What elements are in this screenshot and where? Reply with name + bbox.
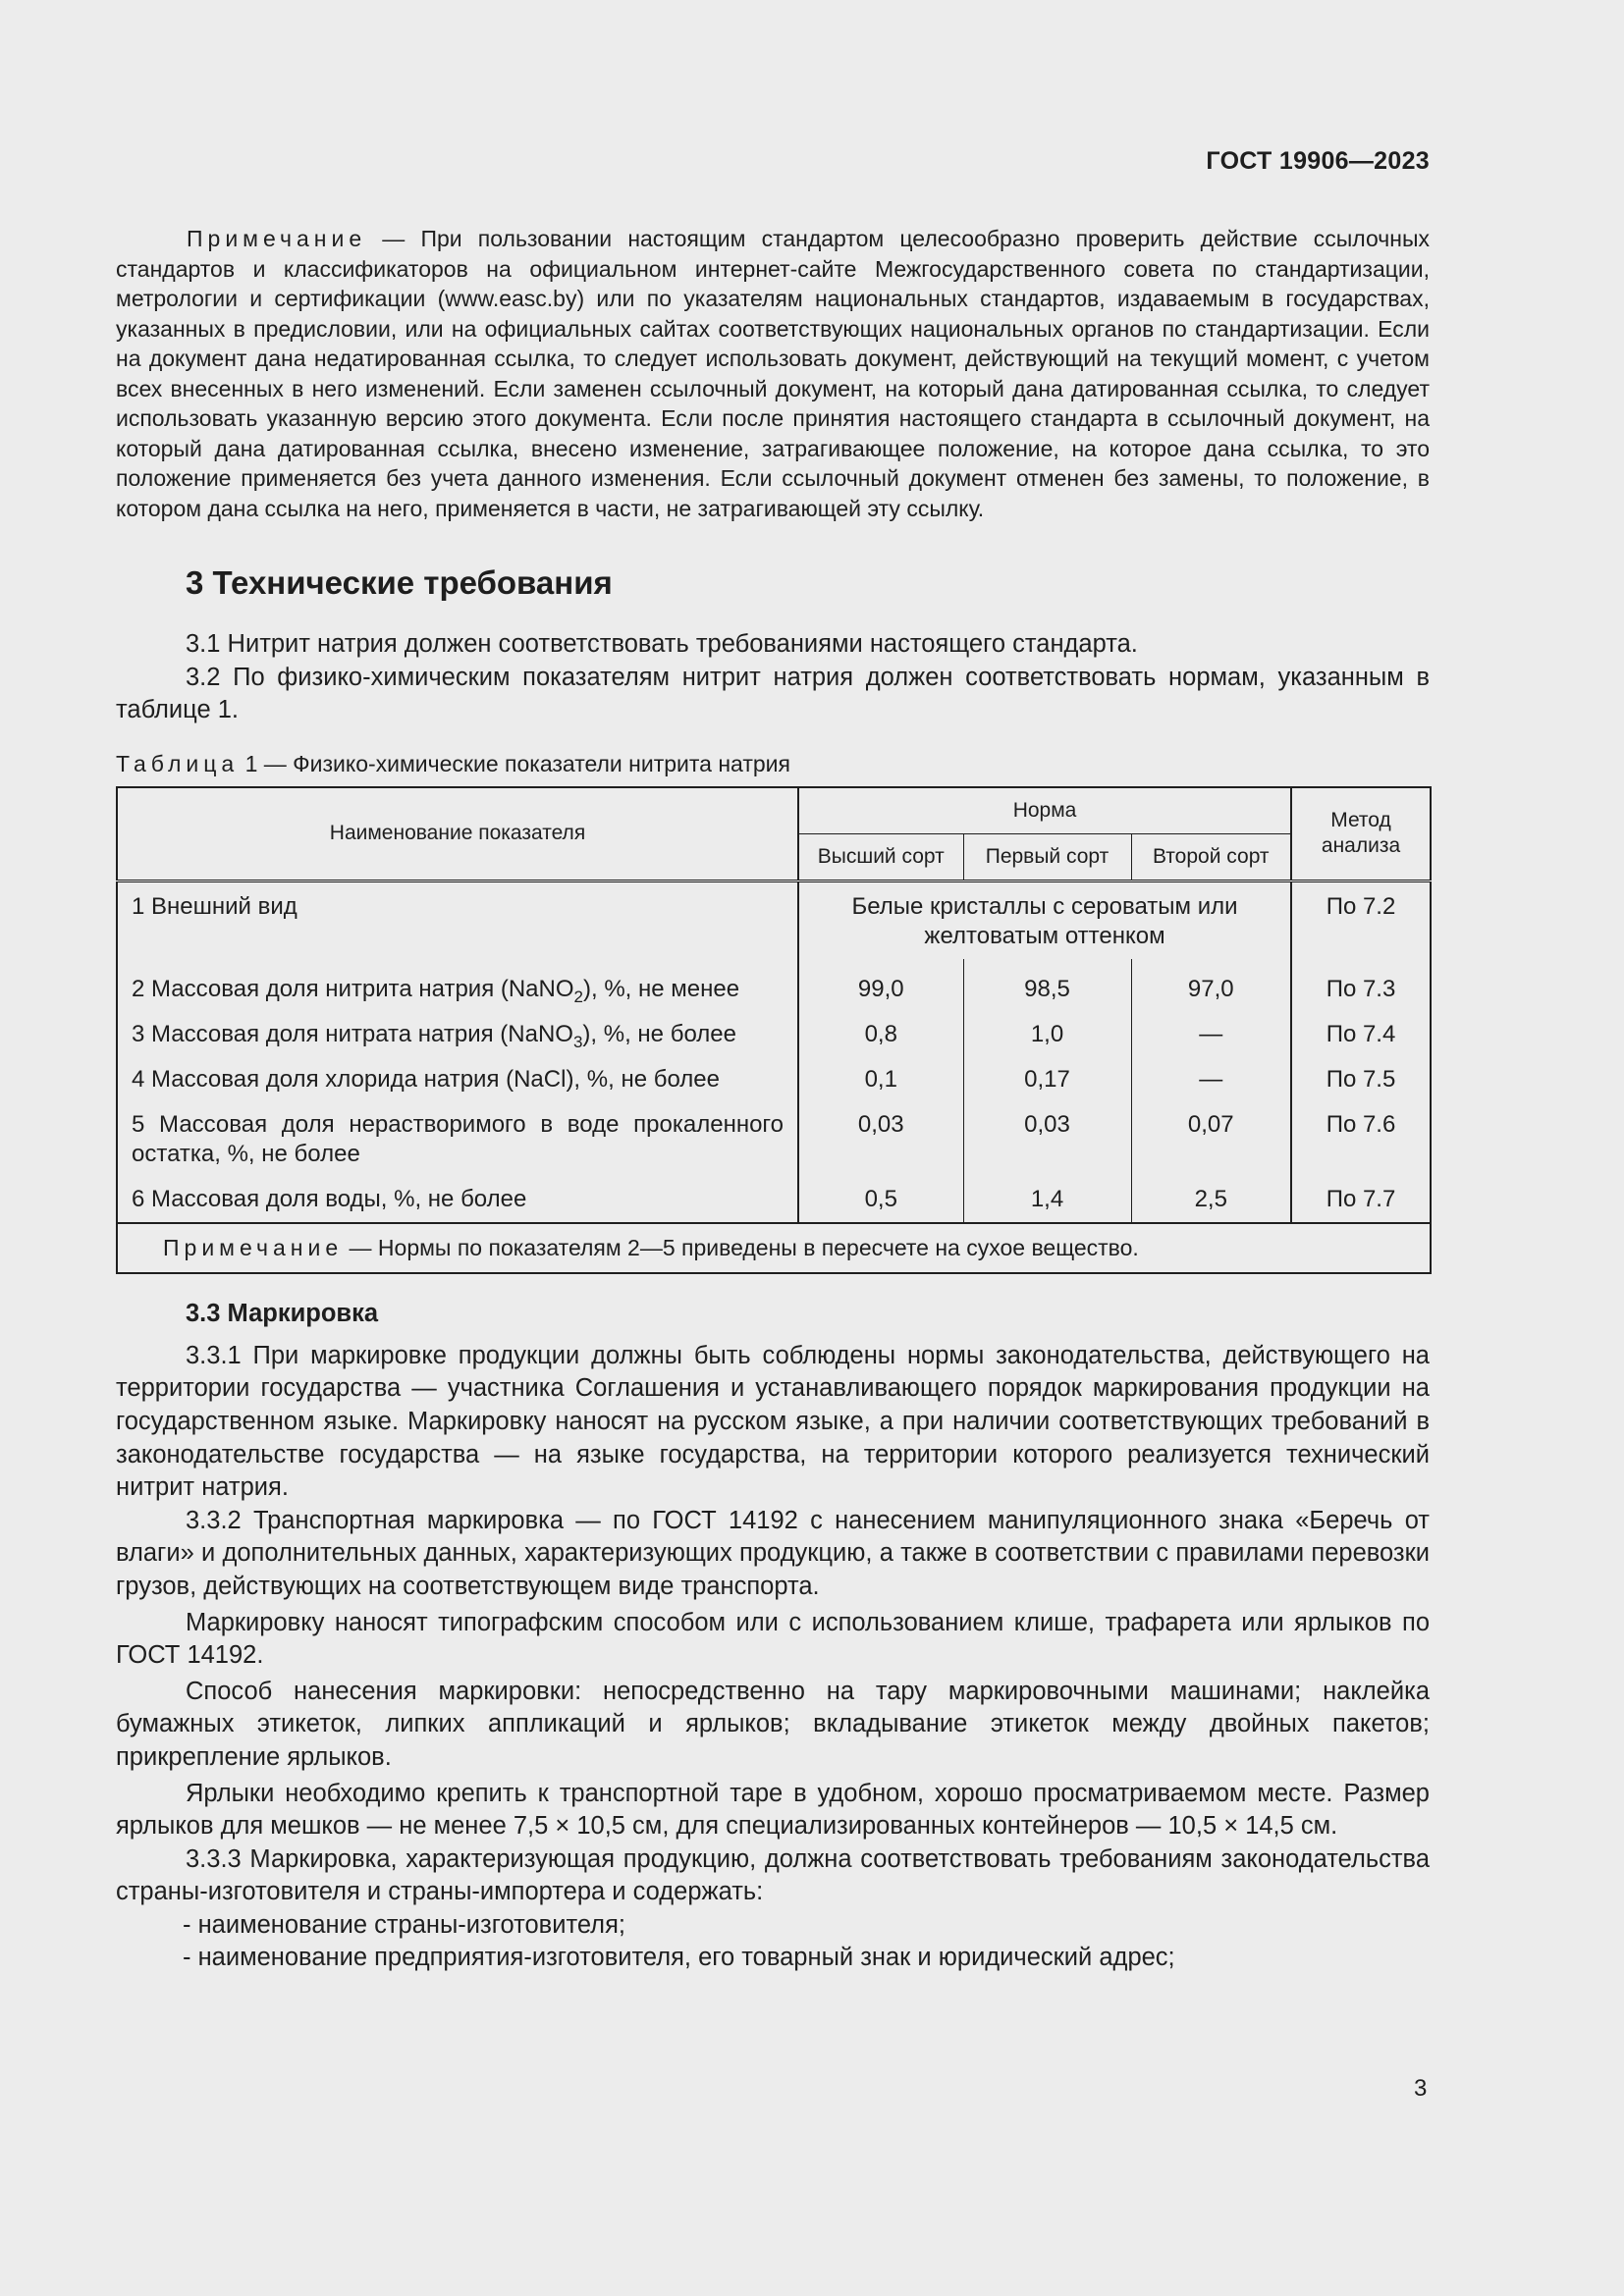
row-value-second: 2,5 [1131,1177,1291,1223]
paragraph-3-3-1: 3.3.1 При маркировке продукции должны быть соблюдены нормы законодательства, действующего на территории государства — участника Соглашения и устанавливающего порядок маркирования продукции на государственном языке. Маркировку наносят на русском языке, а при наличии соответствующих требований в законодательстве государства — на языке государства, на территории которого реализуется технический нитрит натрия. [116,1341,1430,1502]
row-value-top: 0,5 [798,1177,963,1223]
table-1-physchem [116,786,1432,1274]
marking-content-list [116,1909,1430,1975]
row-value-top: 0,03 [798,1102,963,1177]
paragraph-3-2: 3.2 По физико-химическим показателям нитрит натрия должен соответствовать нормам, указанным в таблице 1. [116,663,1430,724]
row-name-part: 2 Массовая доля нитрита натрия (NaNO [132,975,574,1002]
list-item: - наименование страны-изготовителя; [183,1910,625,1939]
note-label: Примечание [187,226,367,251]
page-number: 3 [1414,2075,1428,2102]
row-name: 5 Массовая доля нерастворимого в воде прокаленного остатка, %, не более [117,1102,798,1177]
row-value-second: 0,07 [1131,1102,1291,1177]
section-3-3-title: 3.3 Маркировка [186,1299,379,1327]
row-value-second: — [1131,1012,1291,1057]
table-note-label: Примечание [163,1234,344,1260]
row-value-second: — [1131,1057,1291,1102]
row-name-part: ), %, не менее [583,975,740,1002]
section-3-title: 3 Технические требования [186,564,613,601]
row-value-first: 0,17 [963,1057,1131,1102]
table-row [117,881,1431,959]
table-note-row [117,1223,1431,1273]
row-name-part: 3 Массовая доля нитрата натрия (NaNO [132,1020,573,1047]
table-1-caption [116,749,1430,778]
paragraph-3-1: 3.1 Нитрит натрия должен соответствовать требованиями настоящего стандарта. [186,630,1138,658]
col-header-first-grade: Первый сорт [963,833,1131,881]
table-row [117,959,1431,1012]
row-name [117,1012,798,1057]
list-item: - наименование предприятия-изготовителя, его товарный знак и юридический адрес; [183,1944,1175,1972]
reference-note [116,224,1430,523]
table-row [117,1012,1431,1057]
row-appearance-value: Белые кристаллы с сероватым или желтоватым оттенком [798,881,1291,959]
row-name-part: ), %, не более [582,1020,736,1047]
table-header-row [117,787,1431,834]
row-method: По 7.3 [1326,975,1396,1002]
table-row [117,1057,1431,1102]
col-header-method: Метод анализа [1291,787,1431,881]
table-caption-label: Таблица [116,750,240,776]
row-name: 6 Массовая доля воды, %, не более [117,1177,798,1223]
paragraph-3-3-2: 3.3.2 Транспортная маркировка — по ГОСТ 14192 с нанесением манипуляционного знака «Беречь от влаги» и дополнительных данных, характеризующих продукцию, а также в соответствии с правилами перевозки грузов, действующих на соответствующем виде транспорта. [116,1506,1430,1600]
col-header-norm: Норма [798,787,1291,834]
row-method: По 7.7 [1326,1185,1396,1212]
paragraph-marking-method: Маркировку наносят типографским способом или с использованием клише, трафарета или ярлыков по ГОСТ 14192. [116,1608,1430,1670]
row-value-top: 0,8 [798,1012,963,1057]
row-value-top: 99,0 [798,959,963,1012]
table-row [117,1102,1431,1177]
paragraph-marking-application: Способ нанесения маркировки: непосредственно на тару маркировочными машинами; наклейка бумажных этикеток, липких аппликаций и ярлыков; вкладывание этикеток между двойных пакетов; прикрепление ярлыков. [116,1677,1430,1771]
row-name [117,959,798,1012]
table-note-text: — Нормы по показателям 2—5 приведены в пересчете на сухое вещество. [343,1234,1139,1260]
table-note [117,1223,1431,1273]
row-name: 1 Внешний вид [117,881,798,959]
table-row [117,1177,1431,1223]
row-value-second: 97,0 [1131,959,1291,1012]
row-method: По 7.4 [1326,1020,1396,1047]
col-header-name: Наименование показателя [117,787,798,881]
row-value-top: 0,1 [798,1057,963,1102]
table-caption-text: 1 — Физико-химические показатели нитрита натрия [239,750,790,776]
row-value-first: 0,03 [963,1102,1131,1177]
row-name: 4 Массовая доля хлорида натрия (NaCl), %, не более [117,1057,798,1102]
row-name-subscript: 3 [572,1032,583,1051]
row-value-first: 1,4 [963,1177,1131,1223]
row-method: По 7.2 [1326,892,1396,920]
note-text: — При пользовании настоящим стандартом целесообразно проверить действие ссылочных стандартов и классификаторов на официальном интернет-сайте Межгосударственного совета по стандартизации, метрологии и сертификации (www.easc.by) или по указателям национальных стандартов, издаваемым в государствах, указанных в предисловии, или на официальных сайтах соответствующих национальных органов по стандартизации. Если на документ дана недатированная ссылка, то следует использовать документ, действующий на текущий момент, с учетом всех внесенных в него изменений. Если заменен ссылочный документ, на который дана датированная ссылка, то следует использовать указанную версию этого документа. Если после принятия настоящего стандарта в ссылочный документ, на который дана датированная ссылка, внесено изменение, затрагивающее положение, на которое дана ссылка, то это положение применяется без учета данного изменения. Если ссылочный документ отменен без замены, то положение, в котором дана ссылка на него, применяется в части, не затрагивающей эту ссылку. [116,226,1430,521]
paragraph-labels: Ярлыки необходимо крепить к транспортной таре в удобном, хорошо просматриваемом месте. Размер ярлыков для мешков — не менее 7,5 × 10,5 см, для специализированных контейнеров — 10,5 × 14,5 см. [116,1779,1430,1841]
row-name-subscript: 2 [573,987,583,1006]
paragraph-3-3-3: 3.3.3 Маркировка, характеризующая продукцию, должна соответствовать требованиям законодательства страны-изготовителя и страны-импортера и содержать: [116,1844,1430,1906]
row-value-first: 98,5 [963,959,1131,1012]
row-method: По 7.6 [1326,1110,1396,1138]
row-value-first: 1,0 [963,1012,1131,1057]
row-method: По 7.5 [1326,1065,1396,1093]
col-header-second-grade: Второй сорт [1131,833,1291,881]
page-content [116,224,1430,1975]
col-header-top-grade: Высший сорт [798,833,963,881]
document-code-header: ГОСТ 19906—2023 [1206,147,1430,175]
